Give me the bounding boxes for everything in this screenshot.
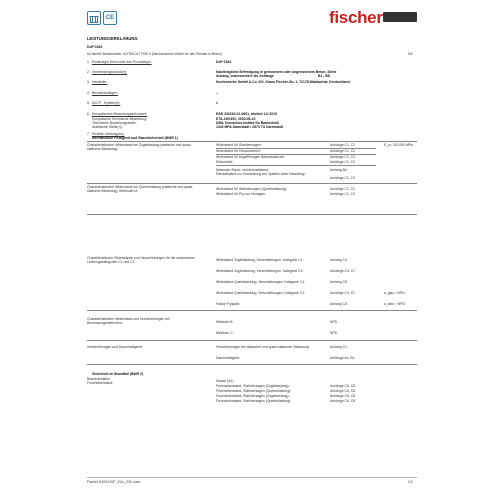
divider: [87, 364, 417, 365]
section-3-label: Hersteller:: [92, 80, 108, 84]
g1-row-6-text: Randabstand zur Vermeidung von Spalten unter Belastung:: [216, 172, 306, 176]
fire-row-2-ref: Anhänge C6, C8: [330, 384, 356, 388]
section-6-ead: EAD 330232-01-0601, ähnlich 12/ 2019: [216, 112, 277, 116]
dop-number: DoP 0184: [87, 45, 103, 49]
section-7-no: 7.: [87, 132, 90, 136]
section-6-row-2-label: Technische Bewertungsstelle:: [92, 121, 137, 125]
fire-row-4-ref: Anhänge C6, C8: [330, 394, 356, 398]
g3-row-4-ref: Anhänge C4, C7: [330, 291, 356, 295]
divider: [87, 214, 417, 215]
g3-row-3-text: Widerstand Querbelastung, Verschiebungen, Kategorie C1:: [216, 280, 306, 284]
fire-label-1: Brandverhalten: [87, 377, 110, 381]
g1-row-6-ref: Anhänge C1, C2: [330, 176, 356, 180]
divider: [87, 340, 417, 341]
section-2-value: Nachträgliche Befestigung in gerissenem oder ungerissenem Beton, Siehe Anhang, insbesondere die Anhänge: [216, 70, 337, 78]
group-1-label: Charakteristischer Widerstand bei Zugbelastung (statische und quasi-statische Belastung):: [87, 143, 192, 151]
group-5-label: Verschiebungen und Dauerhaftigkeit:: [87, 345, 143, 349]
language-code: DE: [408, 52, 413, 56]
section-2-no: 2.: [87, 70, 90, 74]
section-1-value: DoP 0184: [216, 60, 232, 64]
g3-row-2-text: Widerstand Zugbelastung, Verschiebungen, Kategorie C2:: [216, 269, 304, 273]
section-5-label: AVCP - System(e):: [92, 101, 121, 105]
g3-row-5-ref: Anhang C5: [330, 302, 347, 306]
g1-row-1-note: E_s= 210.000 MPa: [384, 143, 413, 147]
brand-logo: fischer: [329, 8, 383, 27]
fire-row-2-text: Feuerwiderstand, Stahlversagen (Zugbelastung):: [216, 384, 290, 388]
g4-row-2-ref: NPD: [330, 331, 338, 335]
footer-page: 1/2: [408, 480, 413, 484]
ce-mark: [103, 11, 117, 25]
g3-row-1-ref: Anhang C4: [330, 258, 347, 262]
fire-row-3-ref: Anhänge C6, C8: [330, 389, 356, 393]
g2-row-2-text: Widerstand für Pry-out Versagen:: [216, 192, 267, 196]
section-2-extra: B1 - B8: [318, 74, 330, 78]
ce-mark-icon: CE: [105, 15, 115, 21]
section-6-row-2-value: DIBt- Deutsches Institut für Bautechnik: [216, 121, 280, 125]
section-5-no: 5.: [87, 101, 90, 105]
g3-row-3-ref: Anhang C5: [330, 280, 347, 284]
g1-row-2-text: Widerstand für Herausziehen:: [216, 149, 261, 153]
g4-row-2-text: Methode C:: [216, 331, 234, 335]
brandenburg-gate-icon: [88, 13, 100, 25]
document-subtitle: für fischer Bolzenanker ULTRACUT FBS II (Mechanischer Dübel für den Einsatz in Beton): [87, 52, 222, 56]
g2-row-1-ref: Anhänge C1, C2: [330, 187, 356, 191]
g4-row-1-ref: NPD: [330, 320, 338, 324]
section-3-value: fischerwerke GmbH & Co. KG, Klaus-Fischer-Str. 1, 72178 Waldachtal, Deutschland: [216, 80, 350, 84]
section-2-label: Verwendungszweck(e):: [92, 70, 128, 74]
fire-label-2: Feuerwiderstand:: [87, 381, 114, 385]
g5-row-2-ref: Anhänge A4, B1: [330, 356, 355, 360]
g3-row-4-note: α_gap = NPD: [384, 291, 405, 295]
g1-row-3-ref: Anhänge C1, C2: [330, 155, 356, 159]
fire-row-1-text: Klasse (A1): [216, 379, 234, 383]
group-4-label: Charakteristischer Widerstand und Verschiebungen bei Bemessungsmethoden:: [87, 317, 170, 325]
g1-row-5-ref: Anhang B4: [330, 168, 347, 172]
fire-row-5-ref: Anhänge C6, C8: [330, 399, 356, 403]
g3-row-5-note: α_seis = NPD: [384, 302, 405, 306]
g1-row-5-text: Minimaler Rand- und Achsabstand:: [216, 168, 269, 172]
g2-row-1-text: Widerstand für Stahlversagen (Querbelastung):: [216, 187, 288, 191]
g5-row-1-ref: Anhang C1: [330, 345, 347, 349]
g3-row-4-text: Widerstand Querbelastung, Verschiebungen, Kategorie C2:: [216, 291, 306, 295]
section-4-value: --: [216, 91, 219, 95]
section-6-row-1-value: ETA-15/0352; 2020-06-19: [216, 117, 256, 121]
fire-row-5-text: Feuerwiderstand, Stahlversagen (Querbelastung):: [216, 399, 292, 403]
g1-row-1-text: Widerstand für Stahlversagen:: [216, 143, 262, 147]
g3-row-5-text: Faktor Pryspalt:: [216, 302, 240, 306]
divider: [87, 310, 417, 311]
brandenburg-mark: [87, 11, 101, 25]
g5-row-1-text: Verschiebungen bei statischer und quasi-statischer Belastung:: [216, 345, 310, 349]
section-7-label: Erklärte Leistung(en):: [92, 132, 125, 136]
g1-row-1-ref: Anhänge C1, C2: [330, 143, 356, 147]
section-3-no: 3.: [87, 80, 90, 84]
group-2-label: Charakteristischer Widerstand bei Querbelastung (statische und quasi-statische Belastung), Methoden A: [87, 185, 194, 193]
divider: [87, 183, 417, 184]
fire-row-4-text: Feuerwiderstand, Stahlversagen (Zugbelastung):: [216, 394, 290, 398]
section-6-label: Europäisches Bewertungsdokument:: [92, 112, 148, 116]
section-4-label: Bevollmächtigter:: [92, 91, 119, 95]
document-title: LEISTUNGSERKLÄRUNG: [87, 36, 138, 41]
bwr1-heading: Mechanische Festigkeit und Standsicherheit (BWR 1): [92, 136, 178, 140]
section-6-row-3-label: Notifizierte Stelle(n):: [92, 125, 123, 129]
section-1-no: 1.: [87, 60, 90, 64]
g5-row-2-text: Dauerhaftigkeit:: [216, 356, 240, 360]
section-1-label: Eindeutiger Kenncode des Produkttyps:: [92, 60, 152, 64]
footer-file: Fischer DATA DOP_ECs_V3C.xlsm: [87, 480, 141, 484]
bwr2-heading: Sicherheit im Brandfall (BWR 2): [92, 372, 144, 376]
section-6-row-3-value: 1343 MPA Darmstadt / 2873 TU Darmstadt: [216, 125, 283, 129]
g1-row-4-text: Robustheit:: [216, 160, 234, 164]
section-6-no: 6.: [87, 112, 90, 116]
section-4-no: 4.: [87, 91, 90, 95]
g2-row-2-ref: Anhänge C1, C2: [330, 192, 356, 196]
section-6-row-1-label: Europäische Technische Bewertung:: [92, 117, 147, 121]
divider: [87, 141, 417, 142]
g1-row-3-text: Widerstand für kegelförmigen Betonausbruch:: [216, 155, 285, 159]
g3-row-2-ref: Anhänge C4, C7: [330, 269, 356, 273]
brand-badge: [383, 12, 417, 22]
g1-row-4-ref: Anhänge C1, C2: [330, 160, 356, 164]
g3-row-1-text: Widerstand Zugbelastung, Verschiebungen, Kategorie C1:: [216, 258, 304, 262]
footer-divider: [87, 477, 417, 478]
g4-row-1-text: Methode B:: [216, 320, 234, 324]
group-3-label: Charakteristische Widerstände und Verschiebungen für die seismischen Leistungskategorien C1 und C2: [87, 256, 195, 264]
divider: [216, 165, 376, 166]
g1-row-2-ref: Anhänge C1, C2: [330, 149, 356, 153]
section-5-value: 1: [216, 101, 218, 105]
fire-row-3-text: Feuerwiderstand, Stahlversagen (Querbelastung):: [216, 389, 292, 393]
